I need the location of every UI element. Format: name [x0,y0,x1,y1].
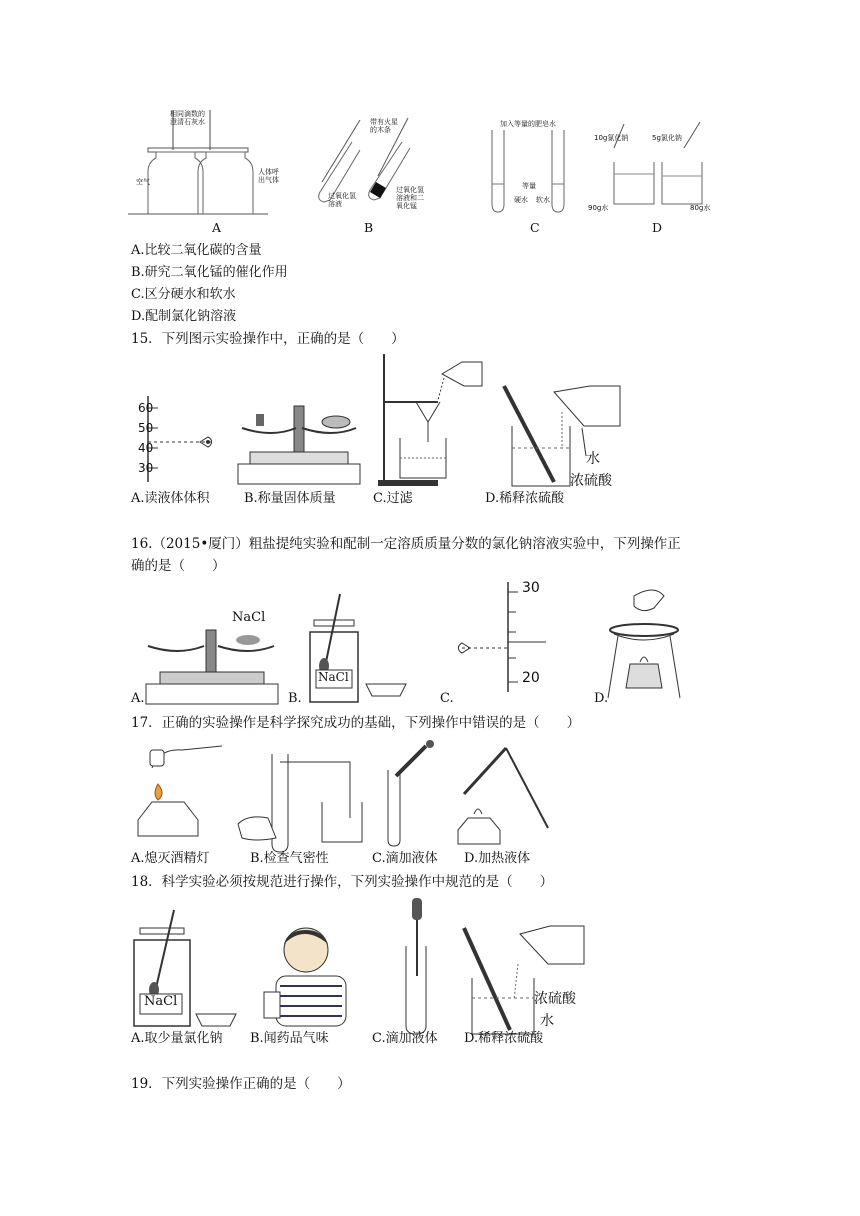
q17-option-c: C.滴加液体 [372,851,438,866]
q17-fig-d-heating [452,744,562,854]
fig-d-label-80g: 80g水 [690,204,711,212]
q18-label-water: 水 [540,1013,554,1029]
q15-option-d: D.稀释浓硫酸 [485,491,565,506]
q15-tick-60: 60 [138,401,154,415]
q17-option-d: D.加热液体 [464,851,531,866]
q18-label-nacl-bottle: NaCl [144,994,178,1009]
q14-option-d: D.配制氯化钠溶液 [131,309,237,324]
q15-tick-50: 50 [138,421,154,435]
q15-option-c: C.过滤 [373,491,413,506]
q18-fig-d-dilution [458,924,588,1044]
fig-a-label-air: 空气 [136,178,150,186]
fig-d-beakers [604,114,714,214]
q18-fig-a-bottle [128,910,238,1030]
fig-letter-d: D [652,220,663,235]
q16-fig-d-evaporation [604,586,684,706]
q16-stem-line1: 16.（2015•厦门）粗盐提纯实验和配制一定溶质质量分数的氯化钠溶液实验中，下列操作正 [131,536,681,552]
fig-b-label-h2o2: 过氧化氢溶液 [328,192,356,208]
q16-label-nacl-bottle: NaCl [318,670,349,684]
fig-c-label-equal: 等量 [522,182,536,190]
q15-fig-c-filtration [378,354,488,489]
q14-option-c: C.区分硬水和软水 [131,287,236,302]
q17-stem: 17．正确的实验操作是科学探究成功的基础，下列操作中错误的是（ ） [131,715,581,731]
q18-fig-c-dropper [400,896,440,1036]
fig-b-label-splint: 带有火星的木条 [370,118,398,134]
q16-option-b: B. [288,691,302,706]
q18-label-acid: 浓硫酸 [534,991,576,1007]
q17-fig-b-airtight [238,744,368,854]
q18-option-c: C.滴加液体 [372,1031,438,1046]
q15-label-acid: 浓硫酸 [570,473,612,489]
q18-stem: 18．科学实验必须按规范进行操作，下列实验操作中规范的是（ ） [131,874,554,890]
q16-label-nacl-balance: NaCl [232,610,266,625]
fig-a-label-exhaled: 人体呼出气体 [258,168,279,184]
q15-fig-d-dilution [498,384,638,494]
fig-d-label-5g: 5g氯化钠 [652,134,682,142]
q18-option-a: A.取少量氯化钠 [131,1031,223,1046]
q15-label-water: 水 [586,451,600,467]
q16-cyl-bottom: 20 [522,670,540,686]
fig-c-label-soft: 软水 [536,196,550,204]
q15-tick-30: 30 [138,461,154,475]
q16-stem-line2: 确的是（ ） [131,558,226,574]
q19-stem: 19．下列实验操作正确的是（ ） [131,1076,351,1092]
fig-c-label-hard: 硬水 [514,196,528,204]
fig-d-label-90g: 90g水 [588,204,609,212]
q15-option-a: A.读液体体积 [131,491,210,506]
q15-tick-40: 40 [138,441,154,455]
q15-cyl-ticks [138,398,153,478]
q17-option-b: B.检查气密性 [250,851,329,866]
fig-letter-a: A [212,220,222,235]
q18-option-b: B.闻药品气味 [250,1031,329,1046]
fig-letter-b: B [364,220,374,235]
q17-fig-a-alcohol-lamp [128,740,228,850]
q16-fig-b-bottle [300,592,410,702]
q15-option-b: B.称量固体质量 [244,491,336,506]
q14-option-a: A.比较二氧化碳的含量 [131,243,262,258]
fig-letter-c: C [530,220,540,235]
fig-b-label-h2o2-mno2: 过氧化氢溶液和二氧化锰 [396,186,424,210]
q16-option-c: C. [440,691,454,706]
q14-option-b: B.研究二氧化锰的催化作用 [131,265,288,280]
q16-option-a: A. [131,691,145,706]
q16-option-d: D. [594,691,609,706]
fig-a-label-limewater: 相同滴数的澄清石灰水 [170,110,205,126]
q17-option-a: A.熄灭酒精灯 [131,851,210,866]
fig-d-label-10g: 10g氯化钠 [594,134,629,142]
fig-c-label-soap: 加入等量的肥皂水 [500,120,556,128]
q16-cyl-top: 30 [522,580,540,596]
q18-fig-b-smell [246,920,356,1030]
q15-fig-b-balance [236,398,366,488]
q18-option-d: D.稀释浓硫酸 [464,1031,544,1046]
q16-fig-a-balance [142,628,282,708]
q17-fig-c-dropper [382,740,442,850]
q15-stem: 15．下列图示实验操作中，正确的是（ ） [131,331,405,347]
